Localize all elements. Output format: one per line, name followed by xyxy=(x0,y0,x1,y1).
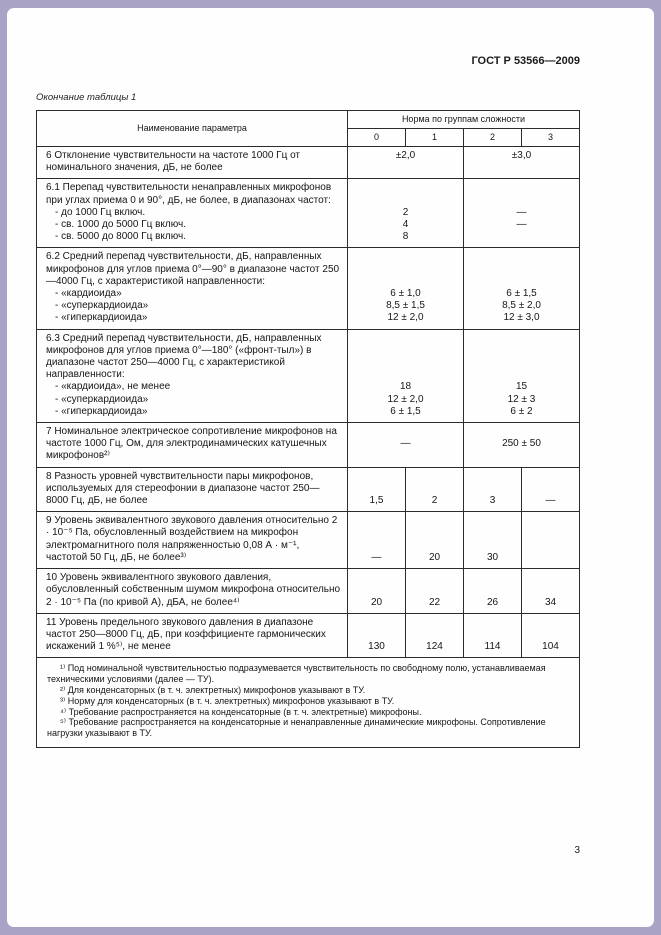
value-line xyxy=(466,231,577,243)
value-cell xyxy=(406,512,464,569)
parameter-name-text: 11 Уровень предельного звукового давления в диапазоне частот 250—8000 Гц, дБ, при коэффициенте гармонических искажений 1 %⁵⁾, не менее xyxy=(46,616,326,653)
header-groups-title: Норма по группам сложности xyxy=(348,111,580,129)
footnote: ³⁾ Норму для конденсаторных (в т. ч. электретных) микрофонов указывают в ТУ. xyxy=(60,695,395,706)
value-line: 3 xyxy=(489,495,496,507)
table-row xyxy=(37,569,580,614)
header-group-2: 2 xyxy=(464,129,522,147)
parameter-sub-item: - «гиперкардиоида» xyxy=(55,405,148,417)
footnote: ¹⁾ Под номинальной чувствительностью подразумевается чувствительность по свободному полю, устанавливаемая техническими условиями (далее — ТУ). xyxy=(47,663,546,685)
parameter-name-text: 7 Номинальное электрическое сопротивление микрофонов на частоте 1000 Гц, Ом, для электродинамических катушечных микрофонов²⁾ xyxy=(46,426,337,462)
parameter-name-cell xyxy=(37,423,348,468)
parameter-name-cell xyxy=(37,179,348,248)
footnote: ⁵⁾ Требование распространяется на конденсаторные и ненаправленные динамические микрофоны. Сопротивление нагрузки указывают в ТУ. xyxy=(47,717,546,739)
value-line: 4 xyxy=(402,219,409,231)
value-line: 15 xyxy=(515,381,528,393)
value-line: 8,5 ± 2,0 xyxy=(502,300,541,312)
value-line: 20 xyxy=(428,551,441,563)
parameter-name-cell xyxy=(37,329,348,422)
parameter-name-text: 6 Отклонение чувствительности на частоте 1000 Гц от номинального значения, дБ, не более xyxy=(46,150,301,174)
table-row xyxy=(37,329,580,422)
value-line: 124 xyxy=(426,641,443,653)
value-line: 8,5 ± 1,5 xyxy=(386,300,425,312)
value-line: 20 xyxy=(370,596,383,608)
value-line: — xyxy=(545,495,556,507)
value-cell xyxy=(348,467,406,512)
parameter-name-text: 10 Уровень эквивалентного звукового давления, обусловленный собственным шумом микрофона относительно 2 · 10⁻⁵ Па (по кривой А), дБА, не более⁴⁾ xyxy=(46,572,341,608)
table-row xyxy=(37,248,580,329)
parameter-name-text: 6.3 Средний перепад чувствительности, дБ, направленных микрофонов для углов приема 0°—180° («фронт-тыл») в диапазоне частот 250—4000 Гц, с характеристикой направленности: xyxy=(46,332,322,381)
value-line: — xyxy=(371,551,382,563)
value-line: 2 xyxy=(431,495,438,507)
value-line: 130 xyxy=(368,641,385,653)
value-cell xyxy=(522,512,580,569)
parameter-sub-item: - «гиперкардиоида» xyxy=(55,312,148,324)
value-line: 6 ± 2 xyxy=(510,405,533,417)
value-cell xyxy=(348,329,464,422)
value-line: 12 ± 2,0 xyxy=(387,312,424,324)
parameter-sub-item: - «суперкардиоида» xyxy=(55,300,149,312)
table-body xyxy=(37,147,580,658)
value-cell xyxy=(406,613,464,658)
value-cell xyxy=(348,512,406,569)
value-cell xyxy=(464,179,580,248)
value-line: 2 xyxy=(402,206,409,218)
value-cell xyxy=(522,569,580,614)
document-page xyxy=(7,8,654,927)
value-line: 34 xyxy=(544,596,557,608)
value-line: — xyxy=(516,206,527,218)
parameter-name-text: 9 Уровень эквивалентного звукового давления относительно 2 · 10⁻⁵ Па, обусловленный воздействием на микрофон электромагнитного поля напряженностью 0,08 А · м⁻¹, частотой 50 Гц, дБ, не более³⁾ xyxy=(46,515,338,563)
parameter-sub-item: - до 1000 Гц включ. xyxy=(55,206,146,218)
value-line: 250 ± 50 xyxy=(502,438,541,450)
parameter-name-cell xyxy=(37,512,348,569)
value-cell xyxy=(464,613,522,658)
value-cell xyxy=(464,467,522,512)
parameter-name-cell xyxy=(37,147,348,179)
parameter-name-cell xyxy=(37,569,348,614)
value-cell xyxy=(406,467,464,512)
value-cell xyxy=(464,329,580,422)
value-line: 104 xyxy=(542,641,559,653)
header-group-1: 1 xyxy=(406,129,464,147)
value-line: 22 xyxy=(428,596,441,608)
value-cell xyxy=(348,248,464,329)
value-cell xyxy=(522,467,580,512)
value-cell xyxy=(464,248,580,329)
parameter-name-cell xyxy=(37,467,348,512)
value-cell xyxy=(464,147,580,179)
value-line: 6 ± 1,5 xyxy=(390,405,421,417)
value-line: 12 ± 3,0 xyxy=(503,312,540,324)
table-footer xyxy=(37,658,580,748)
value-line: 12 ± 3 xyxy=(507,393,536,405)
parameter-name-text: 8 Разность уровней чувствительности пары микрофонов, используемых для стереофонии в диапазоне частот 250—8000 Гц, дБ, не более xyxy=(46,470,320,507)
value-line: 18 xyxy=(399,381,412,393)
value-cell xyxy=(522,613,580,658)
value-line: 26 xyxy=(486,596,499,608)
parameter-sub-item: - «кардиоида», не менее xyxy=(55,381,171,393)
parameter-sub-item: - св. 1000 до 5000 Гц включ. xyxy=(55,219,187,231)
parameter-sub-item: - «кардиоида» xyxy=(55,288,122,300)
table-row xyxy=(37,179,580,248)
parameters-table xyxy=(36,110,580,748)
value-cell xyxy=(348,569,406,614)
footnote: ²⁾ Для конденсаторных (в т. ч. электретных) микрофонов указывают в ТУ. xyxy=(60,684,366,695)
parameter-name-text: 6.2 Средний перепад чувствительности, дБ, направленных микрофонов для углов приема 0°—90° в диапазоне частот 250—4000 Гц, с характеристикой направленности: xyxy=(46,251,340,287)
value-line: — xyxy=(516,219,527,231)
doc-number: ГОСТ Р 53566—2009 xyxy=(471,55,580,67)
parameter-name-cell xyxy=(37,613,348,658)
value-line: ±2,0 xyxy=(395,150,416,161)
table-row xyxy=(37,423,580,468)
value-line: 6 ± 1,5 xyxy=(506,288,537,300)
value-cell xyxy=(348,423,464,468)
value-cell xyxy=(464,569,522,614)
table-row xyxy=(37,613,580,658)
table-continuation-caption: Окончание таблицы 1 xyxy=(36,92,137,103)
value-cell xyxy=(348,147,464,179)
page-number: 3 xyxy=(574,845,580,856)
table-header xyxy=(37,111,580,147)
footnotes-block xyxy=(37,658,580,748)
header-group-3: 3 xyxy=(522,129,580,147)
value-line: 1,5 xyxy=(369,495,384,507)
value-line: 6 ± 1,0 xyxy=(390,288,421,300)
table-row xyxy=(37,512,580,569)
value-line: 114 xyxy=(484,641,501,653)
value-line: — xyxy=(400,438,411,450)
value-cell xyxy=(464,512,522,569)
value-line: 8 xyxy=(402,231,409,243)
parameter-sub-item: - «суперкардиоида» xyxy=(55,393,149,405)
value-line: 12 ± 2,0 xyxy=(387,393,424,405)
value-cell xyxy=(348,179,464,248)
parameter-name-cell xyxy=(37,248,348,329)
header-parameter-name: Наименование параметра xyxy=(37,111,348,147)
parameter-name-text: 6.1 Перепад чувствительности ненаправленных микрофонов при углах приема 0 и 90°, дБ, не более, в диапазонах частот: xyxy=(46,182,332,206)
table-row xyxy=(37,147,580,179)
footnote: ⁴⁾ Требование распространяется на конденсаторные (в т. ч. электретные) микрофоны. xyxy=(60,706,422,717)
table-row xyxy=(37,467,580,512)
parameter-sub-item: - св. 5000 до 8000 Гц включ. xyxy=(55,231,187,243)
value-cell xyxy=(406,569,464,614)
header-group-0: 0 xyxy=(348,129,406,147)
value-line xyxy=(524,552,577,564)
value-line: ±3,0 xyxy=(511,150,532,161)
value-line: 30 xyxy=(486,551,499,563)
value-cell xyxy=(464,423,580,468)
value-cell xyxy=(348,613,406,658)
